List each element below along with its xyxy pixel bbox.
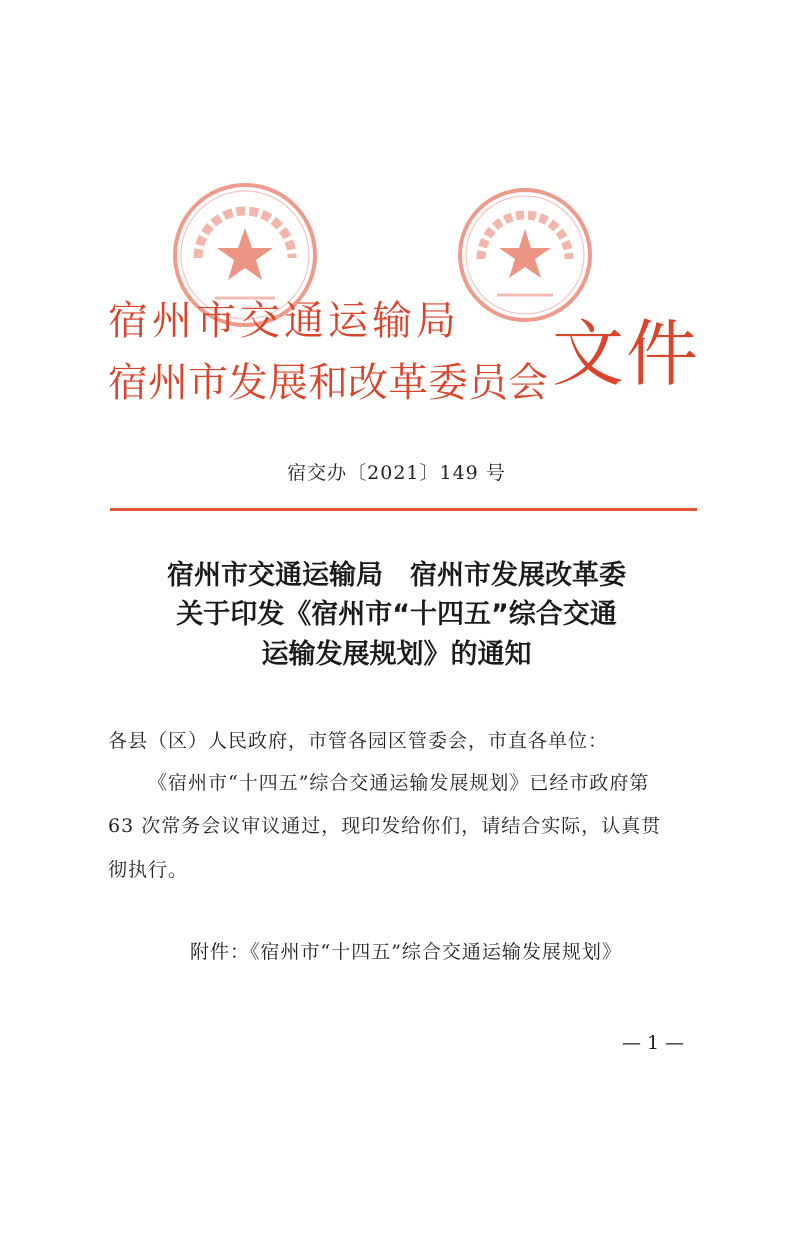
notice-title-line-2: 关于印发《宿州市“十四五”综合交通 <box>176 599 617 630</box>
body-paragraph-line-3: 彻执行。 <box>108 859 189 881</box>
document-number: 宿交办〔2021〕149 号 <box>287 462 506 484</box>
notice-title-line-1: 宿州市交通运输局 宿州市发展改革委 <box>167 560 626 591</box>
page-number: — 1 — <box>622 1032 685 1054</box>
notice-title-line-3: 运输发展规划》的通知 <box>261 639 532 670</box>
issuer-name-development-reform-commission: 宿州市发展和改革委员会 <box>108 360 548 406</box>
document-kind-label: 文件 <box>552 312 701 396</box>
attachment-line: 附件：《宿州市“十四五”综合交通运输发展规划》 <box>190 941 622 963</box>
addressee-line: 各县（区）人民政府，市管各园区管委会，市直各单位： <box>108 730 609 752</box>
body-paragraph-line-1: 《宿州市“十四五”综合交通运输发展规划》已经市政府第 <box>148 772 650 794</box>
body-paragraph-line-2: 63 次常务会议审议通过，现印发给你们，请结合实际，认真贯 <box>108 815 662 837</box>
issuer-name-transport-bureau: 宿州市交通运输局 <box>108 298 460 344</box>
header-red-divider <box>110 508 697 511</box>
